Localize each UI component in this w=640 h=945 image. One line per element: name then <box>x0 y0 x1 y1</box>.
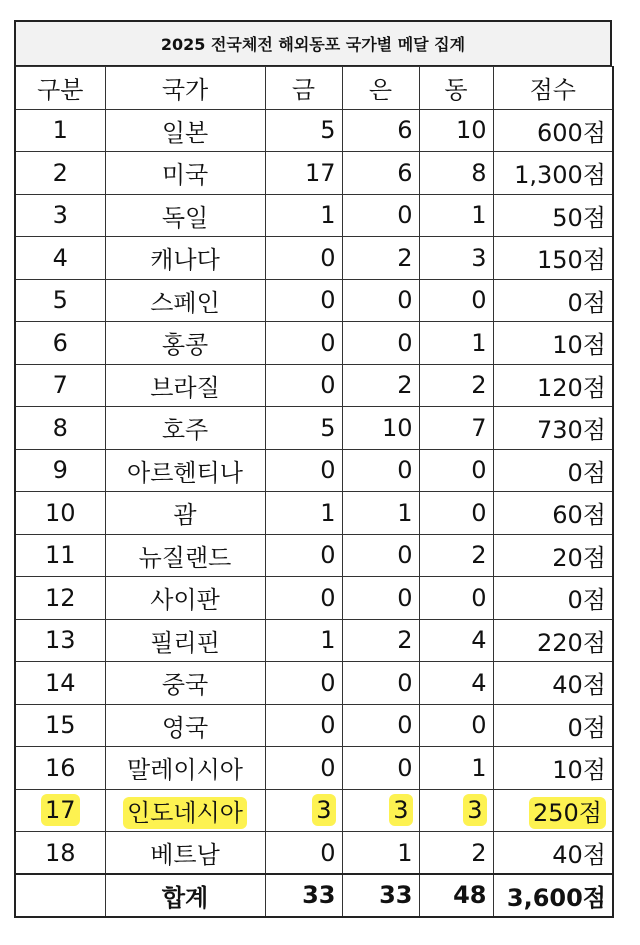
cell-score-text: 40점 <box>552 841 606 869</box>
cell-gold-text: 17 <box>304 158 336 187</box>
cell-silver <box>342 534 419 577</box>
cell-country-text: 인도네시아 <box>123 797 247 829</box>
cell-rank-text: 4 <box>52 243 68 272</box>
cell-score <box>493 577 613 620</box>
cell-rank-text: 6 <box>52 328 68 357</box>
cell-silver <box>342 109 419 152</box>
cell-country-text: 영국 <box>161 713 209 742</box>
cell-silver <box>342 449 419 492</box>
table-row <box>15 832 613 875</box>
table-row <box>15 492 613 535</box>
cell-gold <box>265 152 342 195</box>
cell-score <box>493 152 613 195</box>
cell-rank <box>15 832 105 875</box>
cell-rank <box>15 194 105 237</box>
cell-rank <box>15 364 105 407</box>
cell-country <box>105 662 265 705</box>
cell-rank <box>15 449 105 492</box>
cell-country-text: 독일 <box>161 203 209 232</box>
cell-bronze-text: 3 <box>463 794 486 826</box>
cell-score-text: 250점 <box>529 797 606 829</box>
cell-gold <box>265 279 342 322</box>
header-bronze: 동 <box>419 67 493 110</box>
cell-silver <box>342 407 419 450</box>
cell-rank-text: 5 <box>52 286 68 315</box>
table-row <box>15 662 613 705</box>
cell-score-text: 150점 <box>537 246 606 275</box>
cell-rank-text: 3 <box>52 201 68 230</box>
header-row <box>15 67 613 110</box>
cell-country <box>105 279 265 322</box>
cell-silver-text: 0 <box>397 668 413 697</box>
cell-score-text: 40점 <box>552 671 606 700</box>
cell-gold-text: 1 <box>320 498 336 527</box>
cell-country <box>105 619 265 662</box>
cell-gold-text: 0 <box>320 286 336 315</box>
table-row <box>15 109 613 152</box>
cell-score <box>493 449 613 492</box>
cell-silver-text: 1 <box>397 498 413 527</box>
cell-rank-text: 14 <box>44 668 76 697</box>
cell-score <box>493 662 613 705</box>
cell-rank <box>15 109 105 152</box>
cell-country-text: 뉴질랜드 <box>138 543 232 572</box>
cell-bronze-text: 0 <box>471 456 487 485</box>
cell-bronze <box>419 789 493 832</box>
cell-score-text: 600점 <box>537 118 606 147</box>
header-gold: 금 <box>265 67 342 110</box>
cell-gold <box>265 194 342 237</box>
cell-bronze-text: 3 <box>471 243 487 272</box>
cell-country <box>105 492 265 535</box>
cell-silver <box>342 704 419 747</box>
cell-silver-text: 0 <box>397 328 413 357</box>
cell-silver <box>342 194 419 237</box>
cell-country <box>105 449 265 492</box>
cell-gold-text: 1 <box>320 626 336 655</box>
table-row <box>15 789 613 832</box>
header-country: 국가 <box>105 67 265 110</box>
cell-bronze-text: 2 <box>471 371 487 400</box>
cell-rank <box>15 492 105 535</box>
cell-bronze-text: 1 <box>471 328 487 357</box>
cell-gold-text: 0 <box>320 668 336 697</box>
cell-score <box>493 109 613 152</box>
cell-score-text: 0점 <box>567 458 606 487</box>
table-row <box>15 619 613 662</box>
cell-bronze-text: 7 <box>471 413 487 442</box>
cell-score-text: 50점 <box>552 203 606 232</box>
cell-score <box>493 364 613 407</box>
cell-silver-text: 0 <box>397 711 413 740</box>
cell-rank-text: 9 <box>52 456 68 485</box>
cell-silver-text: 1 <box>397 838 413 867</box>
cell-silver-text: 6 <box>397 116 413 145</box>
total-row <box>15 874 613 917</box>
cell-rank <box>15 789 105 832</box>
cell-gold-text: 0 <box>320 753 336 782</box>
cell-bronze-text: 0 <box>471 583 487 612</box>
cell-country <box>105 109 265 152</box>
total-cell-gold: 33 <box>265 874 342 917</box>
total-cell-rank <box>15 874 105 917</box>
cell-rank-text: 18 <box>44 838 76 867</box>
cell-score-text: 10점 <box>552 331 606 360</box>
cell-gold <box>265 619 342 662</box>
cell-rank <box>15 152 105 195</box>
cell-bronze <box>419 279 493 322</box>
cell-country <box>105 364 265 407</box>
cell-silver <box>342 577 419 620</box>
cell-gold <box>265 747 342 790</box>
cell-gold-text: 5 <box>320 413 336 442</box>
cell-country <box>105 194 265 237</box>
total-cell-score: 3,600점 <box>493 874 613 917</box>
table-row <box>15 322 613 365</box>
medal-table <box>14 66 614 918</box>
cell-gold-text: 0 <box>320 371 336 400</box>
cell-silver <box>342 364 419 407</box>
cell-score <box>493 619 613 662</box>
cell-silver <box>342 322 419 365</box>
cell-score-text: 20점 <box>552 543 606 572</box>
cell-bronze <box>419 577 493 620</box>
cell-bronze <box>419 194 493 237</box>
cell-rank-text: 2 <box>52 158 68 187</box>
cell-bronze <box>419 534 493 577</box>
total-cell-bronze: 48 <box>419 874 493 917</box>
cell-rank-text: 8 <box>52 413 68 442</box>
cell-rank <box>15 577 105 620</box>
cell-rank <box>15 322 105 365</box>
cell-bronze-text: 4 <box>471 626 487 655</box>
cell-country <box>105 322 265 365</box>
cell-gold <box>265 449 342 492</box>
cell-country-text: 말레이시아 <box>127 756 243 785</box>
cell-silver-text: 0 <box>397 583 413 612</box>
table-row <box>15 747 613 790</box>
cell-bronze-text: 1 <box>471 753 487 782</box>
cell-bronze <box>419 492 493 535</box>
cell-rank <box>15 237 105 280</box>
cell-bronze <box>419 449 493 492</box>
table-row <box>15 704 613 747</box>
cell-country-text: 브라질 <box>150 373 220 402</box>
cell-silver-text: 0 <box>397 286 413 315</box>
cell-country <box>105 704 265 747</box>
cell-country-text: 필리핀 <box>150 628 220 657</box>
cell-country <box>105 534 265 577</box>
cell-gold-text: 0 <box>320 541 336 570</box>
cell-gold <box>265 109 342 152</box>
cell-score <box>493 832 613 875</box>
cell-gold <box>265 492 342 535</box>
cell-rank <box>15 662 105 705</box>
cell-country <box>105 832 265 875</box>
cell-rank <box>15 279 105 322</box>
cell-gold-text: 1 <box>320 201 336 230</box>
cell-silver <box>342 662 419 705</box>
cell-gold-text: 0 <box>320 583 336 612</box>
cell-score <box>493 534 613 577</box>
cell-score <box>493 322 613 365</box>
cell-score <box>493 492 613 535</box>
cell-score-text: 730점 <box>537 416 606 445</box>
cell-gold <box>265 704 342 747</box>
cell-country-text: 사이판 <box>150 586 220 615</box>
cell-bronze-text: 2 <box>471 838 487 867</box>
table-row <box>15 534 613 577</box>
cell-rank-text: 13 <box>44 626 76 655</box>
medal-table-container <box>14 20 612 918</box>
cell-silver <box>342 237 419 280</box>
cell-country-text: 중국 <box>161 671 209 700</box>
table-row <box>15 237 613 280</box>
cell-bronze-text: 1 <box>471 201 487 230</box>
cell-country-text: 홍콩 <box>161 331 209 360</box>
header-silver: 은 <box>342 67 419 110</box>
cell-gold <box>265 577 342 620</box>
cell-rank-text: 17 <box>41 794 80 826</box>
cell-score <box>493 789 613 832</box>
cell-bronze-text: 0 <box>471 286 487 315</box>
cell-gold <box>265 364 342 407</box>
cell-bronze-text: 10 <box>455 116 487 145</box>
cell-rank-text: 1 <box>52 116 68 145</box>
cell-silver-text: 6 <box>397 158 413 187</box>
cell-bronze <box>419 832 493 875</box>
total-cell-country: 합계 <box>105 874 265 917</box>
cell-bronze <box>419 704 493 747</box>
cell-bronze <box>419 747 493 790</box>
cell-bronze <box>419 364 493 407</box>
cell-silver-text: 2 <box>397 371 413 400</box>
table-row <box>15 449 613 492</box>
cell-silver-text: 3 <box>389 794 412 826</box>
table-row <box>15 577 613 620</box>
header-rank: 구분 <box>15 67 105 110</box>
cell-silver <box>342 152 419 195</box>
table-title: 2025 전국체전 해외동포 국가별 메달 집계 <box>14 20 612 66</box>
cell-bronze-text: 8 <box>471 158 487 187</box>
cell-score-text: 60점 <box>552 501 606 530</box>
cell-silver <box>342 492 419 535</box>
cell-score-text: 1,300점 <box>514 161 606 190</box>
cell-gold-text: 0 <box>320 711 336 740</box>
cell-country-text: 캐나다 <box>150 246 220 275</box>
cell-country <box>105 789 265 832</box>
cell-gold <box>265 662 342 705</box>
cell-country <box>105 577 265 620</box>
cell-country-text: 미국 <box>161 161 209 190</box>
cell-score <box>493 194 613 237</box>
cell-gold <box>265 237 342 280</box>
cell-silver <box>342 747 419 790</box>
cell-gold-text: 0 <box>320 243 336 272</box>
cell-rank-text: 16 <box>44 753 76 782</box>
cell-score-text: 10점 <box>552 756 606 785</box>
cell-gold <box>265 322 342 365</box>
table-row <box>15 279 613 322</box>
cell-rank-text: 15 <box>44 711 76 740</box>
cell-rank <box>15 619 105 662</box>
cell-bronze-text: 2 <box>471 541 487 570</box>
cell-gold-text: 5 <box>320 116 336 145</box>
cell-rank-text: 10 <box>44 498 76 527</box>
cell-gold <box>265 789 342 832</box>
cell-silver <box>342 279 419 322</box>
cell-score-text: 220점 <box>537 628 606 657</box>
cell-bronze <box>419 619 493 662</box>
cell-bronze <box>419 322 493 365</box>
cell-country-text: 베트남 <box>150 841 220 869</box>
cell-gold-text: 3 <box>312 794 335 826</box>
cell-bronze-text: 4 <box>471 668 487 697</box>
cell-country-text: 일본 <box>161 118 209 147</box>
cell-gold <box>265 407 342 450</box>
cell-country <box>105 407 265 450</box>
cell-bronze <box>419 407 493 450</box>
cell-country-text: 아르헨티나 <box>127 458 243 487</box>
cell-country-text: 호주 <box>161 416 209 445</box>
table-row <box>15 194 613 237</box>
cell-score-text: 120점 <box>537 373 606 402</box>
cell-rank-text: 7 <box>52 371 68 400</box>
cell-score-text: 0점 <box>567 713 606 742</box>
cell-country <box>105 237 265 280</box>
cell-bronze <box>419 109 493 152</box>
cell-silver-text: 0 <box>397 201 413 230</box>
cell-score <box>493 747 613 790</box>
cell-rank <box>15 407 105 450</box>
cell-score-text: 0점 <box>567 288 606 317</box>
cell-silver-text: 0 <box>397 456 413 485</box>
cell-rank <box>15 704 105 747</box>
cell-bronze-text: 0 <box>471 498 487 527</box>
cell-bronze <box>419 662 493 705</box>
cell-gold-text: 0 <box>320 328 336 357</box>
cell-gold-text: 0 <box>320 456 336 485</box>
cell-rank-text: 11 <box>44 541 76 570</box>
cell-gold <box>265 832 342 875</box>
cell-silver-text: 10 <box>381 413 413 442</box>
cell-score <box>493 279 613 322</box>
cell-silver-text: 0 <box>397 541 413 570</box>
cell-rank <box>15 747 105 790</box>
cell-silver <box>342 832 419 875</box>
cell-rank <box>15 534 105 577</box>
cell-country <box>105 152 265 195</box>
cell-silver <box>342 619 419 662</box>
cell-country <box>105 747 265 790</box>
table-row <box>15 364 613 407</box>
cell-silver <box>342 789 419 832</box>
cell-gold <box>265 534 342 577</box>
table-row <box>15 152 613 195</box>
table-row <box>15 407 613 450</box>
cell-bronze <box>419 237 493 280</box>
cell-score <box>493 704 613 747</box>
cell-country-text: 스페인 <box>150 288 220 317</box>
cell-silver-text: 2 <box>397 626 413 655</box>
cell-gold-text: 0 <box>320 838 336 867</box>
cell-silver-text: 2 <box>397 243 413 272</box>
cell-country-text: 괌 <box>173 501 197 530</box>
header-score: 점수 <box>493 67 613 110</box>
cell-score <box>493 237 613 280</box>
total-cell-silver: 33 <box>342 874 419 917</box>
cell-bronze-text: 0 <box>471 711 487 740</box>
cell-bronze <box>419 152 493 195</box>
cell-silver-text: 0 <box>397 753 413 782</box>
cell-score-text: 0점 <box>567 586 606 615</box>
cell-rank-text: 12 <box>44 583 76 612</box>
cell-score <box>493 407 613 450</box>
